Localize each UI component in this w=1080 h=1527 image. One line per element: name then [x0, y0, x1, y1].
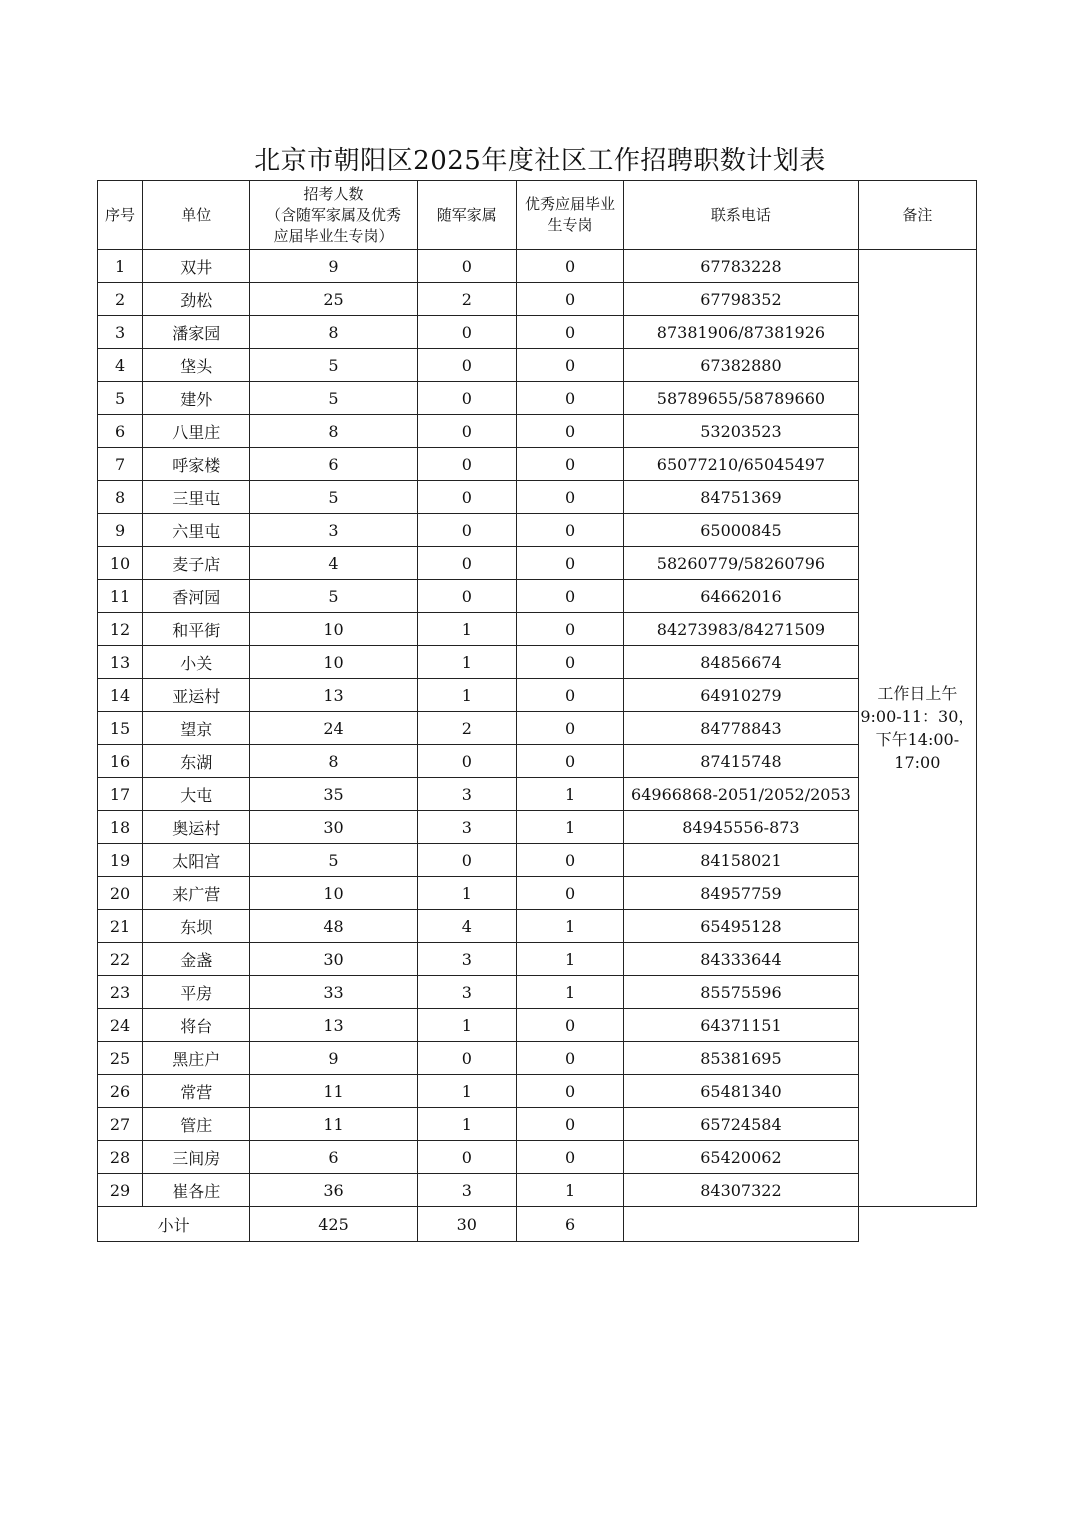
- cell-unit: 八里庄: [143, 415, 250, 448]
- cell-military: 3: [417, 943, 516, 976]
- cell-phone: 64662016: [624, 580, 859, 613]
- cell-seq: 29: [98, 1174, 143, 1207]
- cell-unit: 太阳宫: [143, 844, 250, 877]
- cell-military: 2: [417, 283, 516, 316]
- cell-total: 10: [250, 646, 417, 679]
- cell-unit: 三间房: [143, 1141, 250, 1174]
- cell-unit: 六里屯: [143, 514, 250, 547]
- cell-phone: 65077210/65045497: [624, 448, 859, 481]
- cell-total: 24: [250, 712, 417, 745]
- cell-total: 9: [250, 250, 417, 283]
- header-grad-line2: 生专岗: [547, 216, 593, 234]
- cell-total: 11: [250, 1075, 417, 1108]
- cell-military: 3: [417, 976, 516, 1009]
- cell-seq: 16: [98, 745, 143, 778]
- table-row: [98, 943, 977, 976]
- cell-military: 0: [417, 349, 516, 382]
- cell-seq: 10: [98, 547, 143, 580]
- cell-total: 48: [250, 910, 417, 943]
- cell-grad: 0: [516, 415, 623, 448]
- cell-unit: 管庄: [143, 1108, 250, 1141]
- cell-unit: 金盏: [143, 943, 250, 976]
- table-row: [98, 316, 977, 349]
- table-row: [98, 382, 977, 415]
- cell-unit: 望京: [143, 712, 250, 745]
- cell-seq: 9: [98, 514, 143, 547]
- cell-seq: 6: [98, 415, 143, 448]
- cell-unit: 黑庄户: [143, 1042, 250, 1075]
- table-row: [98, 250, 977, 283]
- cell-grad: 0: [516, 712, 623, 745]
- cell-phone: 64910279: [624, 679, 859, 712]
- cell-military: 1: [417, 1108, 516, 1141]
- cell-military: 0: [417, 382, 516, 415]
- table-row: [98, 877, 977, 910]
- cell-grad: 0: [516, 1075, 623, 1108]
- cell-grad: 0: [516, 283, 623, 316]
- cell-unit: 劲松: [143, 283, 250, 316]
- subtotal-row: [98, 1207, 977, 1242]
- cell-grad: 1: [516, 778, 623, 811]
- subtotal-phone: [624, 1207, 859, 1242]
- note-cell: [858, 250, 976, 1207]
- cell-phone: 87415748: [624, 745, 859, 778]
- cell-unit: 垡头: [143, 349, 250, 382]
- header-total-line3: 应届毕业生专岗）: [273, 226, 394, 245]
- cell-military: 3: [417, 778, 516, 811]
- cell-unit: 小关: [143, 646, 250, 679]
- cell-military: 0: [417, 1141, 516, 1174]
- cell-total: 25: [250, 283, 417, 316]
- header-unit: 单位: [143, 181, 250, 250]
- cell-seq: 15: [98, 712, 143, 745]
- cell-grad: 0: [516, 481, 623, 514]
- table-row: [98, 844, 977, 877]
- cell-seq: 3: [98, 316, 143, 349]
- table-row: [98, 514, 977, 547]
- cell-military: 4: [417, 910, 516, 943]
- cell-military: 0: [417, 481, 516, 514]
- cell-seq: 20: [98, 877, 143, 910]
- table-row: [98, 712, 977, 745]
- header-total: [250, 181, 417, 250]
- table-row: [98, 745, 977, 778]
- cell-unit: 大屯: [143, 778, 250, 811]
- cell-seq: 8: [98, 481, 143, 514]
- cell-unit: 常营: [143, 1075, 250, 1108]
- cell-unit: 亚运村: [143, 679, 250, 712]
- cell-grad: 1: [516, 976, 623, 1009]
- cell-total: 5: [250, 844, 417, 877]
- cell-phone: 65724584: [624, 1108, 859, 1141]
- header-military: 随军家属: [417, 181, 516, 250]
- cell-seq: 23: [98, 976, 143, 1009]
- cell-military: 2: [417, 712, 516, 745]
- table-body: [98, 250, 977, 1207]
- cell-total: 5: [250, 382, 417, 415]
- cell-phone: 84957759: [624, 877, 859, 910]
- cell-military: 0: [417, 250, 516, 283]
- cell-total: 10: [250, 613, 417, 646]
- cell-phone: 65420062: [624, 1141, 859, 1174]
- cell-total: 8: [250, 316, 417, 349]
- cell-phone: 64371151: [624, 1009, 859, 1042]
- cell-grad: 0: [516, 448, 623, 481]
- cell-military: 0: [417, 547, 516, 580]
- cell-grad: 0: [516, 613, 623, 646]
- cell-phone: 87381906/87381926: [624, 316, 859, 349]
- header-seq: 序号: [98, 181, 143, 250]
- cell-unit: 东湖: [143, 745, 250, 778]
- header-grad: [516, 181, 623, 250]
- cell-phone: 58260779/58260796: [624, 547, 859, 580]
- cell-phone: 85381695: [624, 1042, 859, 1075]
- cell-total: 35: [250, 778, 417, 811]
- cell-total: 10: [250, 877, 417, 910]
- cell-unit: 三里屯: [143, 481, 250, 514]
- cell-total: 13: [250, 1009, 417, 1042]
- cell-seq: 24: [98, 1009, 143, 1042]
- cell-total: 9: [250, 1042, 417, 1075]
- table-row: [98, 1108, 977, 1141]
- cell-phone: 84751369: [624, 481, 859, 514]
- cell-military: 1: [417, 679, 516, 712]
- cell-seq: 1: [98, 250, 143, 283]
- cell-seq: 22: [98, 943, 143, 976]
- cell-total: 30: [250, 943, 417, 976]
- cell-grad: 0: [516, 547, 623, 580]
- cell-grad: 0: [516, 250, 623, 283]
- cell-phone: 84856674: [624, 646, 859, 679]
- cell-seq: 11: [98, 580, 143, 613]
- header-phone: 联系电话: [624, 181, 859, 250]
- cell-unit: 奥运村: [143, 811, 250, 844]
- cell-unit: 和平街: [143, 613, 250, 646]
- cell-grad: 0: [516, 745, 623, 778]
- cell-grad: 1: [516, 910, 623, 943]
- cell-phone: 67798352: [624, 283, 859, 316]
- cell-military: 0: [417, 415, 516, 448]
- header-note: 备注: [858, 181, 976, 250]
- table-row: [98, 283, 977, 316]
- cell-military: 0: [417, 1042, 516, 1075]
- cell-total: 36: [250, 1174, 417, 1207]
- cell-unit: 建外: [143, 382, 250, 415]
- cell-phone: 65495128: [624, 910, 859, 943]
- note-line4: 17:00: [894, 753, 941, 772]
- cell-phone: 65481340: [624, 1075, 859, 1108]
- table-row: [98, 1009, 977, 1042]
- table-row: [98, 547, 977, 580]
- cell-total: 5: [250, 580, 417, 613]
- cell-grad: 0: [516, 679, 623, 712]
- cell-grad: 0: [516, 382, 623, 415]
- cell-military: 1: [417, 877, 516, 910]
- cell-total: 8: [250, 745, 417, 778]
- cell-total: 30: [250, 811, 417, 844]
- cell-military: 3: [417, 811, 516, 844]
- cell-total: 33: [250, 976, 417, 1009]
- table-row: [98, 1042, 977, 1075]
- cell-phone: 84778843: [624, 712, 859, 745]
- table-row: [98, 580, 977, 613]
- cell-seq: 12: [98, 613, 143, 646]
- cell-phone: 84307322: [624, 1174, 859, 1207]
- table-row: [98, 415, 977, 448]
- cell-grad: 0: [516, 1042, 623, 1075]
- cell-total: 11: [250, 1108, 417, 1141]
- cell-grad: 0: [516, 349, 623, 382]
- cell-grad: 0: [516, 514, 623, 547]
- cell-grad: 0: [516, 844, 623, 877]
- cell-military: 1: [417, 1009, 516, 1042]
- table-row: [98, 1174, 977, 1207]
- table-row: [98, 976, 977, 1009]
- cell-unit: 崔各庄: [143, 1174, 250, 1207]
- subtotal-total: 425: [250, 1207, 417, 1242]
- cell-military: 0: [417, 580, 516, 613]
- cell-unit: 平房: [143, 976, 250, 1009]
- subtotal-label: 小计: [98, 1207, 250, 1242]
- cell-military: 0: [417, 844, 516, 877]
- cell-grad: 0: [516, 1141, 623, 1174]
- note-line2: 9:00-11：30，: [860, 707, 975, 726]
- cell-total: 8: [250, 415, 417, 448]
- cell-seq: 14: [98, 679, 143, 712]
- cell-grad: 1: [516, 811, 623, 844]
- cell-military: 1: [417, 646, 516, 679]
- table-row: [98, 1141, 977, 1174]
- table-row: [98, 613, 977, 646]
- cell-seq: 4: [98, 349, 143, 382]
- cell-phone: 58789655/58789660: [624, 382, 859, 415]
- cell-unit: 来广营: [143, 877, 250, 910]
- table-row: [98, 646, 977, 679]
- cell-grad: 0: [516, 1108, 623, 1141]
- cell-phone: 85575596: [624, 976, 859, 1009]
- note-line1: 工作日上午: [877, 684, 958, 703]
- cell-seq: 19: [98, 844, 143, 877]
- subtotal-military: 30: [417, 1207, 516, 1242]
- cell-grad: 0: [516, 1009, 623, 1042]
- table-header-row: [98, 181, 977, 250]
- header-grad-line1: 优秀应届毕业: [525, 195, 616, 213]
- cell-grad: 1: [516, 1174, 623, 1207]
- cell-total: 13: [250, 679, 417, 712]
- cell-unit: 双井: [143, 250, 250, 283]
- cell-phone: 67382880: [624, 349, 859, 382]
- table-row: [98, 778, 977, 811]
- cell-unit: 麦子店: [143, 547, 250, 580]
- subtotal-grad: 6: [516, 1207, 623, 1242]
- cell-seq: 2: [98, 283, 143, 316]
- cell-unit: 东坝: [143, 910, 250, 943]
- table-row: [98, 811, 977, 844]
- cell-seq: 13: [98, 646, 143, 679]
- cell-seq: 17: [98, 778, 143, 811]
- table-row: [98, 349, 977, 382]
- cell-total: 6: [250, 448, 417, 481]
- cell-seq: 18: [98, 811, 143, 844]
- cell-grad: 0: [516, 580, 623, 613]
- cell-military: 0: [417, 745, 516, 778]
- cell-unit: 潘家园: [143, 316, 250, 349]
- cell-phone: 53203523: [624, 415, 859, 448]
- cell-unit: 将台: [143, 1009, 250, 1042]
- table-row: [98, 910, 977, 943]
- cell-phone: 65000845: [624, 514, 859, 547]
- cell-seq: 21: [98, 910, 143, 943]
- cell-seq: 5: [98, 382, 143, 415]
- cell-phone: 84333644: [624, 943, 859, 976]
- cell-seq: 25: [98, 1042, 143, 1075]
- cell-military: 1: [417, 613, 516, 646]
- table-row: [98, 481, 977, 514]
- table-row: [98, 679, 977, 712]
- note-line3: 下午14:00-: [875, 730, 960, 749]
- cell-total: 5: [250, 481, 417, 514]
- cell-grad: 1: [516, 943, 623, 976]
- table-row: [98, 448, 977, 481]
- page-title: 北京市朝阳区2025年度社区工作招聘职数计划表: [254, 146, 826, 176]
- cell-grad: 0: [516, 877, 623, 910]
- cell-military: 0: [417, 448, 516, 481]
- cell-phone: 84158021: [624, 844, 859, 877]
- header-total-line1: 招考人数: [303, 184, 364, 203]
- cell-military: 1: [417, 1075, 516, 1108]
- cell-unit: 呼家楼: [143, 448, 250, 481]
- cell-seq: 27: [98, 1108, 143, 1141]
- cell-phone: 67783228: [624, 250, 859, 283]
- cell-unit: 香河园: [143, 580, 250, 613]
- cell-grad: 0: [516, 316, 623, 349]
- cell-total: 3: [250, 514, 417, 547]
- cell-phone: 84273983/84271509: [624, 613, 859, 646]
- cell-seq: 26: [98, 1075, 143, 1108]
- cell-grad: 0: [516, 646, 623, 679]
- cell-total: 4: [250, 547, 417, 580]
- cell-total: 5: [250, 349, 417, 382]
- recruitment-plan-table: [97, 180, 977, 1242]
- cell-seq: 7: [98, 448, 143, 481]
- header-total-line2: （含随军家属及优秀: [266, 205, 402, 224]
- cell-total: 6: [250, 1141, 417, 1174]
- cell-military: 3: [417, 1174, 516, 1207]
- cell-military: 0: [417, 514, 516, 547]
- cell-military: 0: [417, 316, 516, 349]
- cell-phone: 64966868-2051/2052/2053: [624, 778, 859, 811]
- cell-phone: 84945556-873: [624, 811, 859, 844]
- table-row: [98, 1075, 977, 1108]
- cell-seq: 28: [98, 1141, 143, 1174]
